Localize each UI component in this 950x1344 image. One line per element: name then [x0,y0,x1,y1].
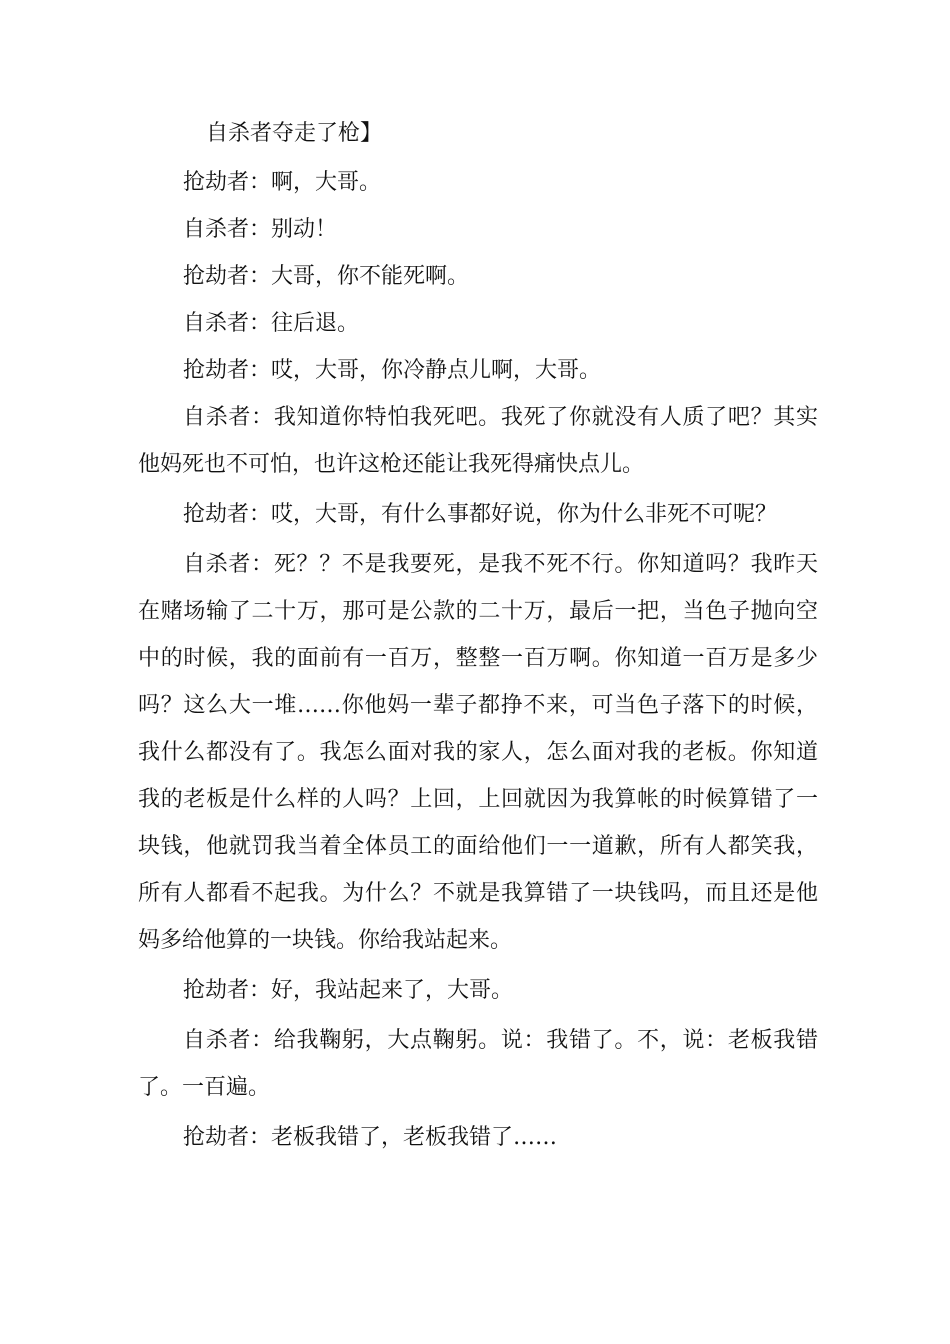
dialogue-line: 抢劫者：哎，大哥，你冷静点儿啊，大哥。 [183,358,602,383]
dialogue-line: 自杀者：死？？不是我要死，是我不死不行。你知道吗？我昨天在赌场输了二十万，那可是公款的二十万，最后一把，当色子抛向空中的时候，我的面前有一百万，整整一百万啊。你知道一百万是多少吗？这么大一堆……你他妈一辈子都挣不来，可当色子落下的时候，我什么都没有了。我怎么面对我的家人，怎么面对我的老板。你知道我的老板是什么样的人吗？上回，上回就因为我算帐的时候算错了一块钱，他就罚我当着全体员工的面给他们一一道歉，所有人都笑我，所有人都看不起我。为什么？不就是我算错了一块钱吗，而且还是他妈多给他算的一块钱。你给我站起来。 [138,552,818,953]
dialogue-line: 抢劫者：大哥，你不能死啊。 [183,264,470,289]
dialogue-line: 抢劫者：好，我站起来了，大哥。 [183,978,514,1003]
dialogue-line: 抢劫者：老板我错了，老板我错了…… [183,1125,558,1150]
script-text-body [138,113,818,1161]
stage-direction: 自杀者夺走了枪】 [206,121,383,146]
dialogue-line: 自杀者：往后退。 [183,311,360,336]
dialogue-line: 抢劫者：哎，大哥，有什么事都好说，你为什么非死不可呢？ [183,502,778,527]
dialogue-line: 自杀者：我知道你特怕我死吧。我死了你就没有人质了吧？其实他妈死也不可怕，也许这枪还能让我死得痛快点儿。 [138,405,818,477]
dialogue-line: 自杀者：给我鞠躬，大点鞠躬。说：我错了。不，说：老板我错了。一百遍。 [138,1028,818,1100]
dialogue-line: 自杀者：别动！ [183,217,338,242]
dialogue-line: 抢劫者：啊，大哥。 [183,170,382,195]
